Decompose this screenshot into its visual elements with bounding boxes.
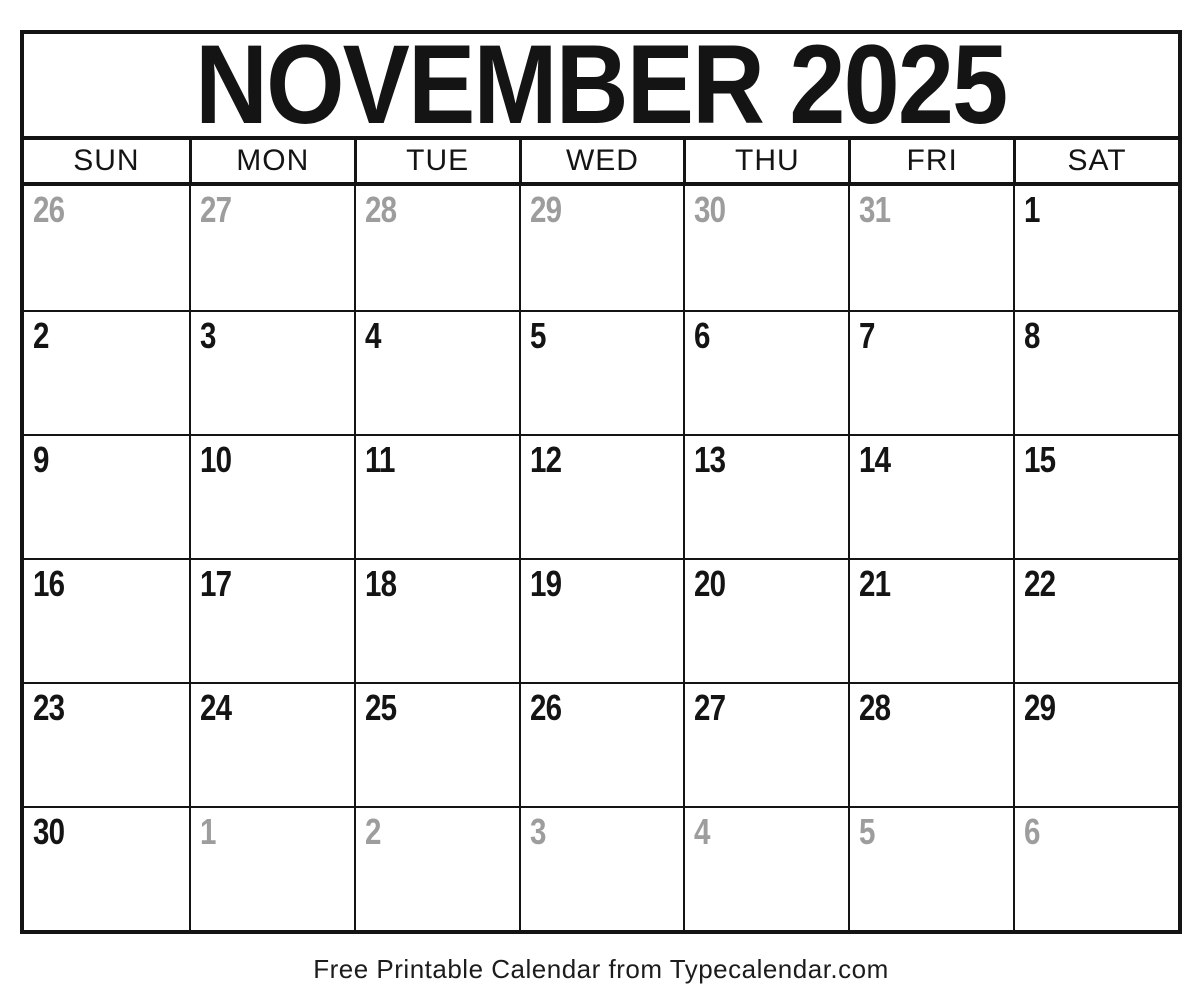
date-grid (24, 186, 1178, 930)
weekday-header-sun: SUN (73, 144, 140, 177)
day-cell (848, 434, 1013, 558)
day-number: 24 (199, 687, 232, 728)
day-cell (1013, 186, 1178, 310)
weekday-header-mon: MON (189, 140, 354, 182)
day-cell (1013, 806, 1178, 930)
day-cell (24, 186, 189, 310)
day-number: 21 (859, 563, 891, 604)
day-cell (848, 186, 1013, 310)
day-cell (683, 310, 848, 434)
day-number: 19 (529, 563, 561, 604)
day-cell (848, 310, 1013, 434)
day-cell (519, 558, 684, 682)
day-number: 27 (199, 189, 232, 230)
day-cell (848, 558, 1013, 682)
day-cell (1013, 682, 1178, 806)
day-number: 29 (529, 189, 561, 230)
day-number: 2 (33, 315, 49, 356)
day-number: 29 (1024, 687, 1056, 728)
day-cell (189, 186, 354, 310)
day-number: 20 (694, 563, 726, 604)
day-cell (519, 806, 684, 930)
day-cell (354, 558, 519, 682)
day-cell (519, 434, 684, 558)
day-cell (354, 434, 519, 558)
day-number: 27 (694, 687, 726, 728)
day-cell (189, 682, 354, 806)
day-number: 16 (33, 563, 65, 604)
day-cell (24, 682, 189, 806)
day-number: 26 (33, 189, 65, 230)
day-cell (683, 806, 848, 930)
calendar-title: NOVEMBER 2025 (195, 34, 1007, 140)
day-number: 5 (859, 811, 875, 852)
day-number: 18 (364, 563, 396, 604)
day-number: 8 (1024, 315, 1040, 356)
day-cell (683, 186, 848, 310)
day-cell (683, 558, 848, 682)
weekday-header-fri: FRI (848, 140, 1013, 182)
day-cell (354, 310, 519, 434)
day-number: 28 (859, 687, 891, 728)
day-cell (189, 434, 354, 558)
weekday-header-sat: SAT (1013, 140, 1178, 182)
day-cell (189, 806, 354, 930)
day-number: 11 (364, 439, 395, 480)
day-number: 6 (694, 315, 711, 356)
day-number: 23 (33, 687, 65, 728)
day-number: 22 (1024, 563, 1056, 604)
day-cell (24, 434, 189, 558)
day-number: 1 (1024, 189, 1040, 230)
day-number: 4 (694, 811, 711, 852)
day-number: 31 (859, 189, 891, 230)
day-number: 17 (199, 563, 232, 604)
day-number: 30 (33, 811, 65, 852)
weekday-header-wed: WED (519, 140, 684, 182)
day-number: 13 (694, 439, 726, 480)
day-number: 4 (364, 315, 381, 356)
day-cell (683, 434, 848, 558)
day-number: 6 (1024, 811, 1040, 852)
day-number: 7 (859, 315, 875, 356)
day-cell (519, 310, 684, 434)
day-cell (354, 806, 519, 930)
day-cell (848, 682, 1013, 806)
day-number: 10 (199, 439, 232, 480)
day-cell (24, 310, 189, 434)
day-number: 28 (364, 189, 396, 230)
day-number: 15 (1024, 439, 1056, 480)
day-cell (24, 806, 189, 930)
day-cell (189, 310, 354, 434)
day-cell (354, 186, 519, 310)
day-number: 30 (694, 189, 726, 230)
weekday-header-tue: TUE (354, 140, 519, 182)
day-number: 26 (529, 687, 561, 728)
day-number: 3 (529, 811, 546, 852)
weekday-header-thu: THU (683, 140, 848, 182)
day-number: 14 (859, 439, 891, 480)
day-number: 1 (199, 811, 216, 852)
day-cell (519, 186, 684, 310)
weekday-header-row (24, 140, 1178, 186)
day-number: 25 (364, 687, 396, 728)
day-number: 3 (199, 315, 216, 356)
day-cell (1013, 434, 1178, 558)
day-cell (24, 558, 189, 682)
calendar (20, 30, 1182, 934)
day-cell (848, 806, 1013, 930)
day-number: 9 (33, 439, 49, 480)
day-cell (189, 558, 354, 682)
day-number: 2 (364, 811, 381, 852)
day-cell (354, 682, 519, 806)
day-cell (1013, 558, 1178, 682)
day-cell (683, 682, 848, 806)
day-number: 12 (529, 439, 561, 480)
day-cell (1013, 310, 1178, 434)
day-number: 5 (529, 315, 546, 356)
footer-credit: Free Printable Calendar from Typecalendar.com (313, 954, 889, 984)
day-cell (519, 682, 684, 806)
calendar-title-band (24, 34, 1178, 140)
